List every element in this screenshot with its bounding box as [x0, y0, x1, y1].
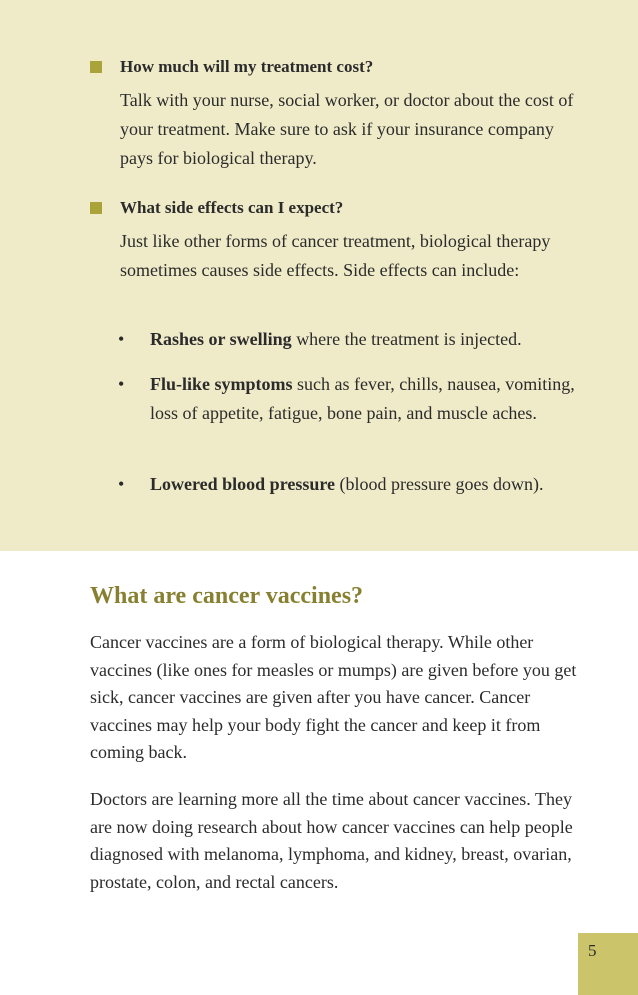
side-effects-list: [118, 325, 588, 354]
bullet-dot-icon: •: [118, 329, 125, 349]
side-effects-list: [118, 370, 588, 428]
answer-text: Just like other forms of cancer treatment, biological therapy sometimes causes side effects. Side effects can include:: [120, 231, 551, 280]
answer-text: Talk with your nurse, social worker, or doctor about the cost of your treatment. Make sure to ask if your insurance company pays for biological therapy.: [120, 90, 574, 168]
list-item: • Rashes or swelling where the treatment is injected.: [118, 325, 588, 354]
section-heading: What are cancer vaccines?: [90, 583, 364, 609]
side-effects-list: [118, 470, 588, 499]
question-side-effects: [90, 197, 590, 285]
question-heading: How much will my treatment cost?: [120, 57, 374, 76]
bullet-dot-icon: •: [118, 374, 125, 394]
bullet-dot-icon: •: [118, 474, 125, 494]
paragraph: Cancer vaccines are a form of biological therapy. While other vaccines (like ones for measles or mumps) are given before you get sick, cancer vaccines are given after you have cancer. Cancer vaccines may help your body fight the cancer and keep it from coming back.: [90, 632, 577, 762]
question-heading: What side effects can I expect?: [120, 198, 344, 217]
square-bullet-icon: [90, 202, 102, 214]
square-bullet-icon: [90, 61, 102, 73]
paragraph: Doctors are learning more all the time about cancer vaccines. They are now doing research about how cancer vaccines can help people diagnosed with melanoma, lymphoma, and kidney, breast, ovarian, prostate, colon, and rectal cancers.: [90, 789, 573, 892]
page-number: 5: [578, 933, 638, 995]
list-item: • Lowered blood pressure (blood pressure goes down).: [118, 470, 588, 499]
question-treatment-cost: [90, 56, 590, 173]
list-item: • Flu-like symptoms such as fever, chills, nausea, vomiting, loss of appetite, fatigue, bone pain, and muscle aches.: [118, 370, 588, 428]
